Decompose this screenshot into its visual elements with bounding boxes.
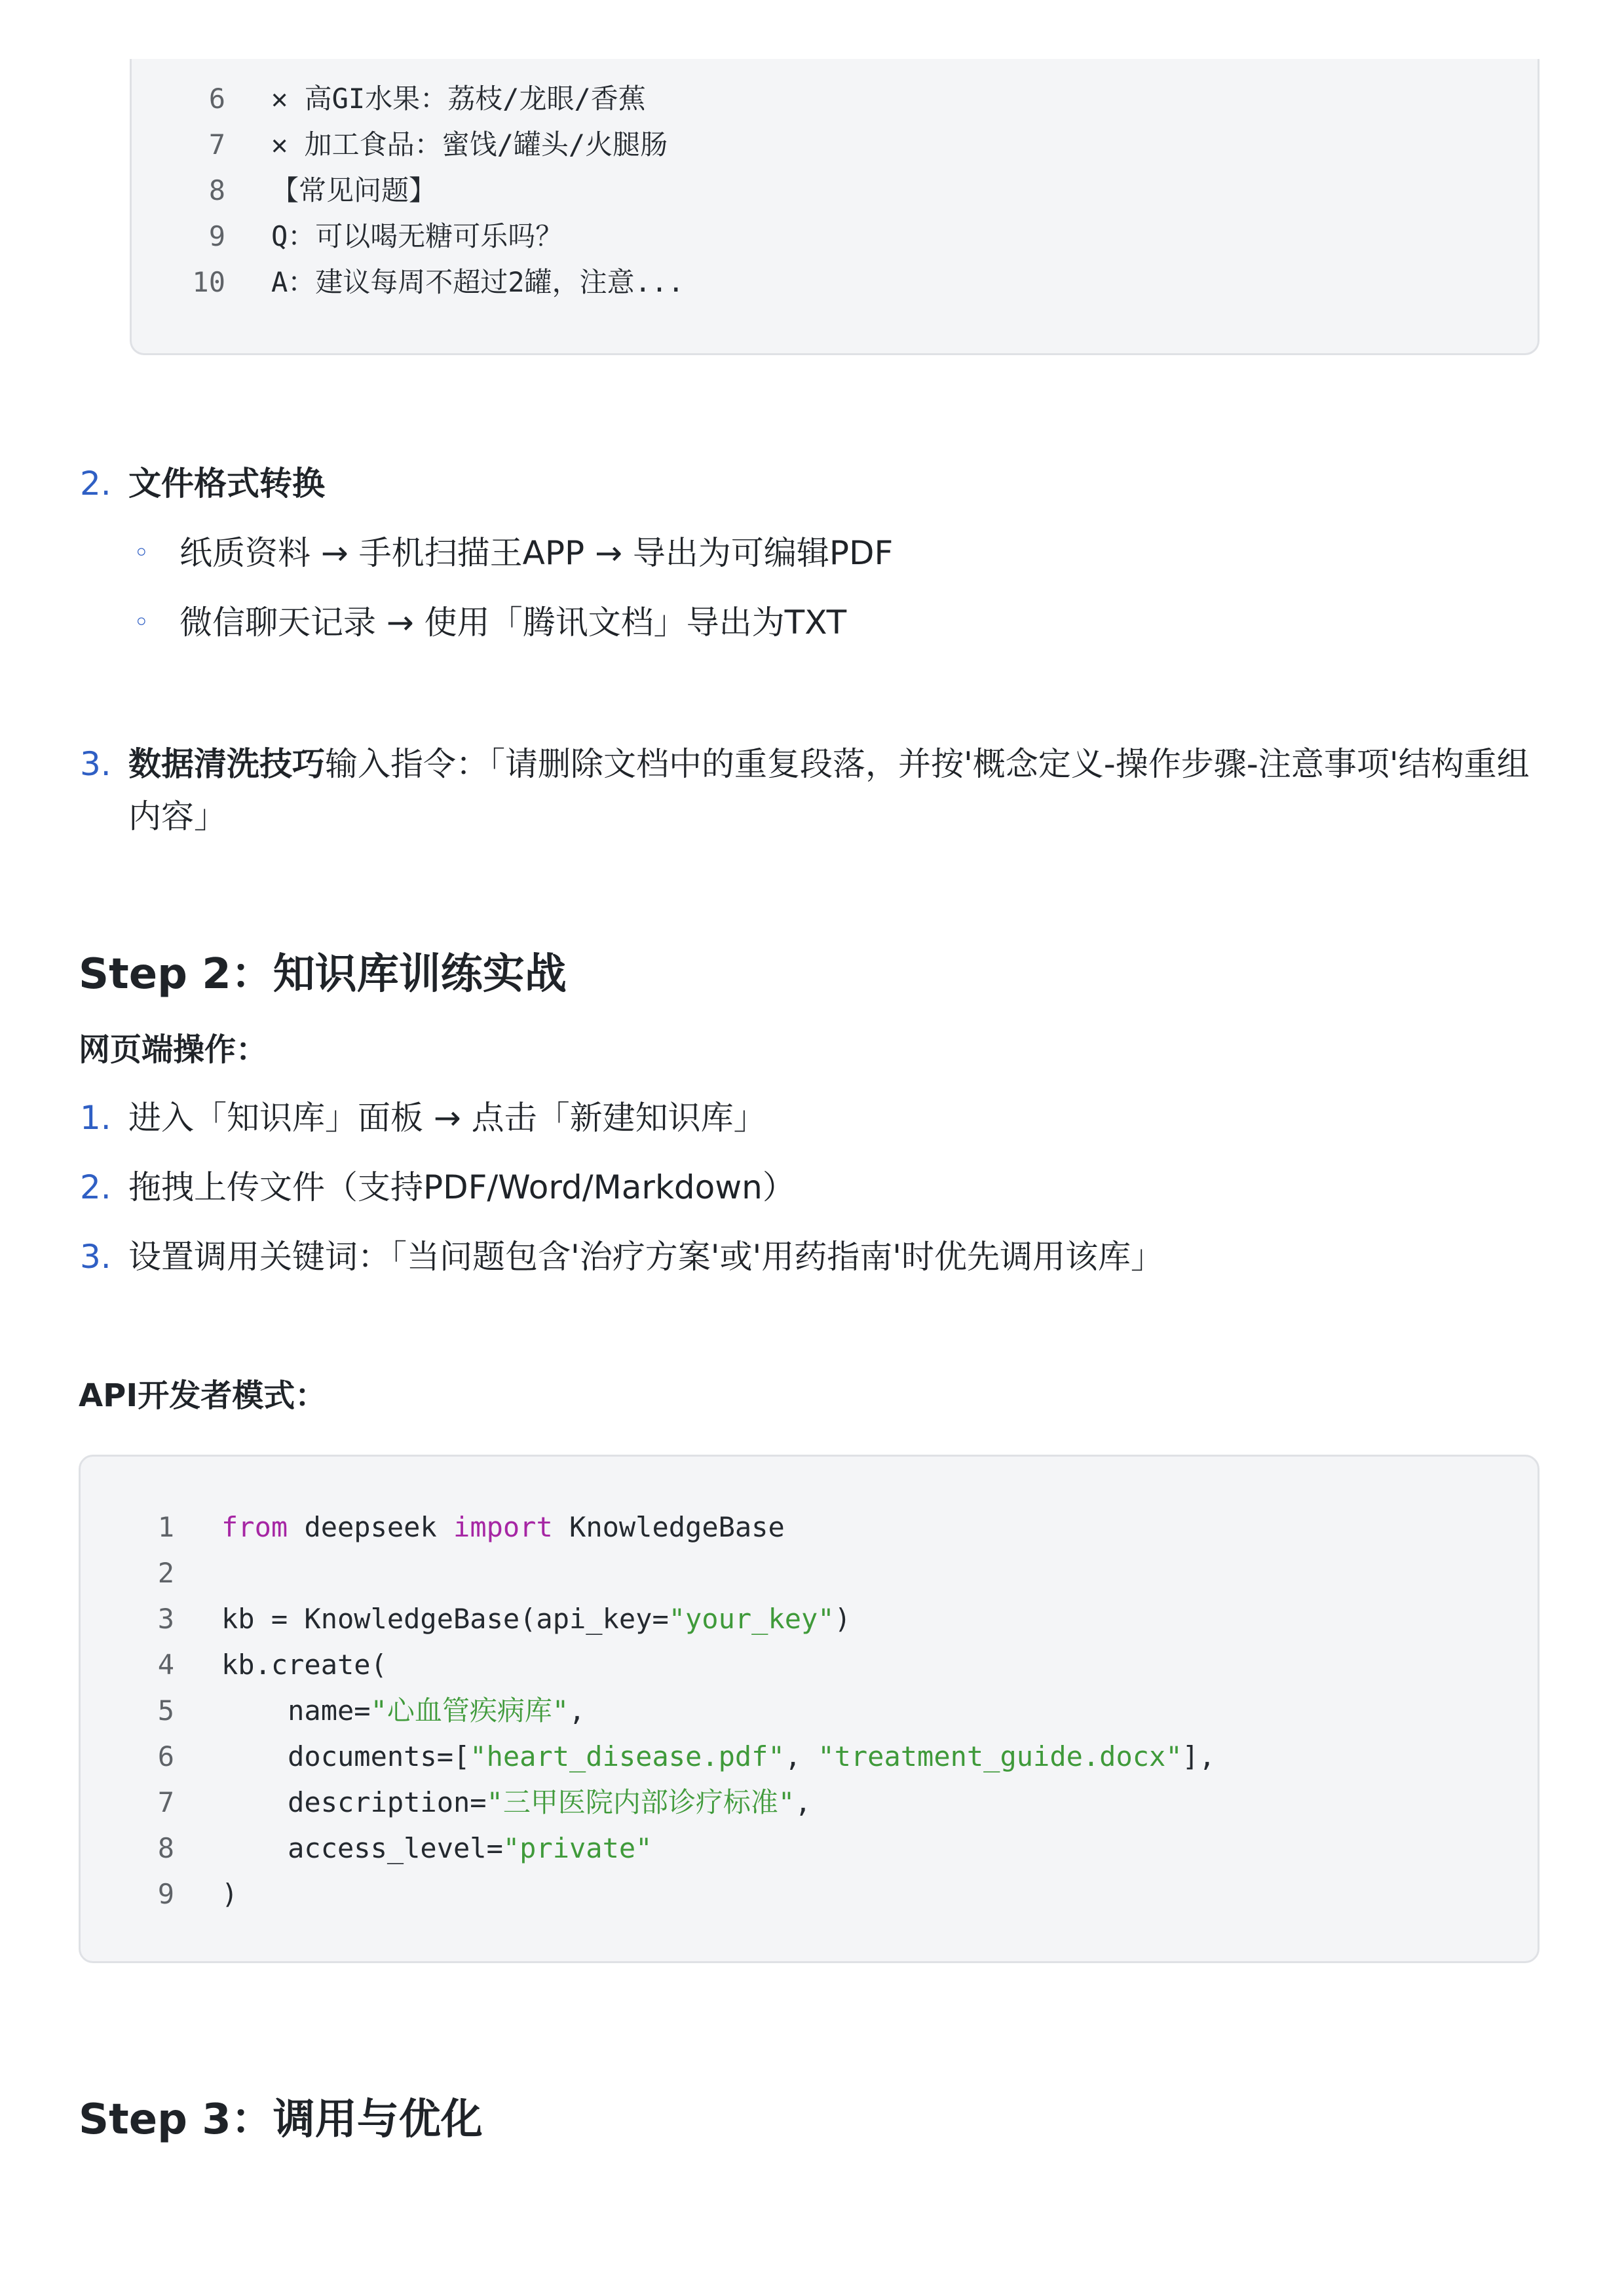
- code-line: access_level="private": [221, 1832, 652, 1864]
- list-item: 纸质资料 → 手机扫描王APP → 导出为可编辑PDF: [179, 534, 894, 572]
- list-item: 拖拽上传文件（支持PDF/Word/Markdown）: [128, 1168, 795, 1206]
- list-number: 3.: [80, 1238, 111, 1276]
- list-item: 数据清洗技巧输入指令：「请删除文档中的重复段落，并按'概念定义-操作步骤-注意事项'结构重组: [128, 745, 1530, 783]
- section-heading: Step 3：调用与优化: [79, 2095, 483, 2144]
- list-item: 设置调用关键词：「当问题包含'治疗方案'或'用药指南'时优先调用该库」: [128, 1238, 1163, 1276]
- list-item: 微信聊天记录 → 使用「腾讯文档」导出为TXT: [179, 603, 847, 641]
- list-item-continuation: 内容」: [128, 797, 227, 835]
- list-number: 2.: [80, 1168, 111, 1206]
- section-heading: Step 2：知识库训练实战: [79, 950, 567, 999]
- line-number: 4: [157, 1649, 174, 1681]
- list-item-title: 文件格式转换: [128, 465, 325, 503]
- line-number: 3: [157, 1603, 174, 1635]
- code-line: name="心血管疾病库",: [221, 1694, 586, 1727]
- line-number: 7: [157, 1786, 174, 1818]
- code-line: kb.create(: [221, 1649, 387, 1681]
- line-number: 10: [192, 266, 225, 298]
- code-line: from deepseek import KnowledgeBase: [221, 1511, 785, 1543]
- code-line: Q：可以喝无糖可乐吗？: [271, 220, 563, 252]
- line-number: 7: [208, 128, 225, 161]
- cross-icon: ✕: [271, 128, 288, 161]
- subheading: 网页端操作：: [79, 1031, 268, 1068]
- line-number: 5: [157, 1694, 174, 1727]
- bullet-icon: ◦: [134, 607, 149, 638]
- line-number: 9: [208, 220, 225, 252]
- bullet-icon: ◦: [134, 538, 149, 568]
- list-number: 2.: [80, 465, 111, 503]
- line-number: 9: [157, 1878, 174, 1910]
- code-line: description="三甲医院内部诊疗标准",: [221, 1786, 812, 1818]
- code-line: 【常见问题】: [271, 174, 437, 206]
- code-line: ✕ 高GI水果：荔枝/龙眼/香蕉: [271, 83, 646, 115]
- cross-icon: ✕: [271, 83, 288, 115]
- line-number: 8: [208, 174, 225, 206]
- code-line: ✕ 加工食品：蜜饯/罐头/火腿肠: [271, 128, 668, 161]
- list-item-title: 数据清洗技巧: [128, 745, 325, 783]
- code-line: A：建议每周不超过2罐，注意...: [271, 266, 685, 298]
- line-number: 8: [157, 1832, 174, 1864]
- list-item: 进入「知识库」面板 → 点击「新建知识库」: [128, 1099, 766, 1137]
- list-number: 3.: [80, 745, 111, 783]
- subheading: API开发者模式：: [79, 1377, 327, 1414]
- line-number: 1: [157, 1511, 174, 1543]
- line-number: 2: [157, 1557, 174, 1589]
- code-line: documents=["heart_disease.pdf", "treatment_guide.docx"],: [221, 1740, 1216, 1772]
- code-line: kb = KnowledgeBase(api_key="your_key"): [221, 1603, 851, 1635]
- list-number: 1.: [80, 1099, 111, 1137]
- line-number: 6: [157, 1740, 174, 1772]
- code-line: ): [221, 1878, 238, 1910]
- line-number: 6: [208, 83, 225, 115]
